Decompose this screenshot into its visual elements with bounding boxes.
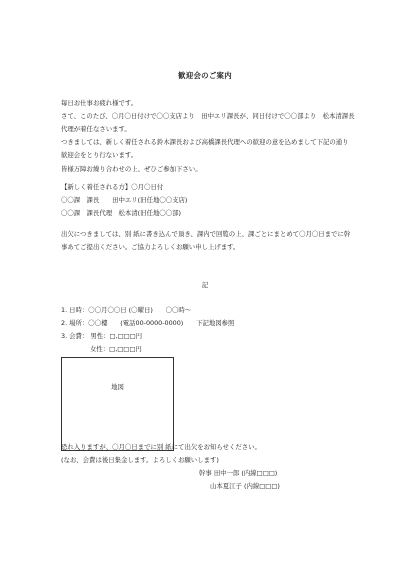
signature-line-1: 幹事 田中一郎 (内線□□□) [199, 469, 278, 477]
intro-line-2: さて、このたび、〇月〇日付けで〇〇支店より 田中エリ課長が、同日付けで〇〇部より 松本清課長 [61, 112, 355, 120]
attendance-line-2: 事あてご提出ください。ご協力よろしくお願い申し上げます。 [61, 243, 240, 251]
newcomers-header: 【新しく着任される方】〇月〇日付 [61, 183, 164, 191]
closing-line-2: (なお、会費は後日集金します。よろしくお願いします) [61, 456, 219, 464]
detail-fee-male: 3. 会費： 男性：□,□□□円 [61, 332, 143, 340]
intro-line-5: 歓迎会をとり行ないます。 [61, 151, 138, 159]
map-label: 地図 [111, 383, 124, 391]
newcomer-1: 〇〇課 課長 田中エリ(旧任地〇〇支店) [61, 196, 188, 204]
attendance-line-1: 出欠につきましては、別 紙に書き込んで頂き、課内で回覧の上、課ごとにまとめて〇月〇日までに幹 [61, 230, 351, 238]
intro-line-1: 毎日お仕事お疲れ様です。 [61, 99, 138, 107]
intro-line-3: 代理が着任なさいます。 [61, 125, 131, 133]
map-placeholder [61, 357, 174, 451]
newcomer-2: 〇〇課 課長代理 松本清(旧任地〇〇部) [61, 209, 182, 217]
ki-heading: 記 [201, 281, 209, 289]
intro-line-6: 皆様万障お繰り合わせの上、ぜひご参加下さい。 [61, 165, 202, 173]
closing-line-1: 恐れ入りますが、〇月〇日までに別 紙にて出欠をお知らせください。 [61, 443, 261, 451]
detail-date: 1. 日時：〇〇月〇〇日 (〇曜日) 〇〇時～ [61, 306, 192, 314]
detail-fee-female: 女性：□,□□□円 [90, 345, 142, 353]
document-title: 歓迎会のご案内 [178, 71, 232, 80]
intro-line-4: つきましては、新しく着任される鈴木課長および高橋課長代理への歓迎の意を込めまして下記の通り [61, 138, 349, 146]
detail-place: 2. 場所：〇〇樓 (電話00-0000-0000) 下記地図参照 [61, 319, 235, 327]
signature-line-2: 山本夏江子 (内線□□□) [210, 482, 280, 490]
